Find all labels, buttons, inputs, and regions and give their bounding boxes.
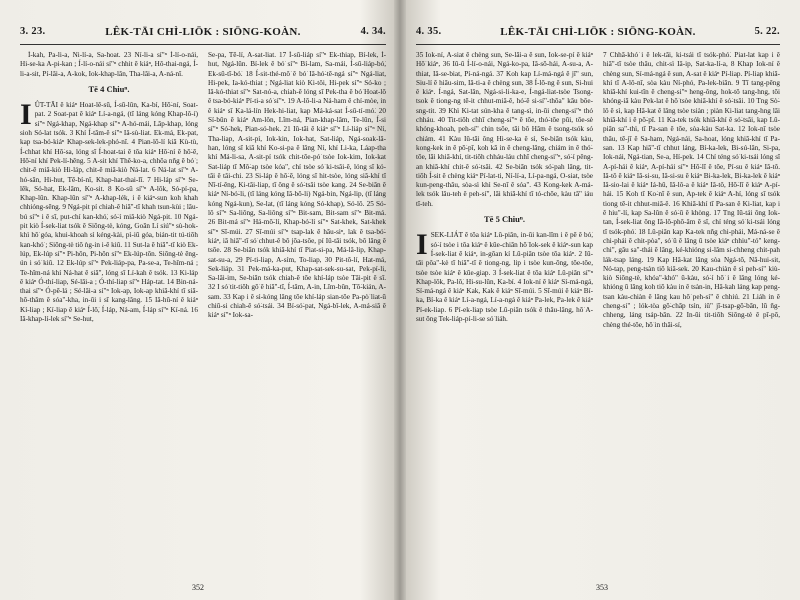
running-header-left: [20, 26, 386, 42]
right-page: [404, 0, 800, 600]
column-right: [603, 51, 780, 551]
running-header-right: [416, 26, 780, 42]
verse-ref-end: 5. 22.: [754, 26, 780, 37]
book-title: LÊK-TĀI CHÌ-LIŌK : SIŌNG-KOÀN.: [500, 26, 696, 38]
header-rule: [20, 44, 386, 45]
column-left: [20, 51, 198, 551]
paragraph: Í-kah, Pa-li-a, Ni-lí-a, Sa-hoat. 23 Ní-li-a sí"ⁿ Í-lí-o-nái, Hi-se-ka A-pi-kan ; Í-lí-o-nái sí"ⁿ chhit ê kiáⁿ, Hô-thai-ngá, Í-li-a-sit, Pí-lâi-a, A-kok, Iok-khap-lân, Tha-lâi-a, A-ná-nî.: [20, 51, 198, 78]
page-number: 353: [596, 583, 608, 592]
paragraph-text: SEK-LIÁT ê tōa kiáⁿ Lû-piân, in-ūi kan-lîm i ê pē ê bó͘, só͘-í tsòe i tōa kiáⁿ ê kūe-chiān hō͘ Iok-sek ê kiáⁿ-sun kap Í-sek-liat ê kiáⁿ, in-gōan kí Lû-piân tsòe tōa kiáⁿ. 2 Iû-tāi pôa"-kè tī hiā"-tī ê tiong-ng, lip i tsòe kun-ōng, tōe-tōe, tsòe tsòe kiáⁿ ê kūe-giap. 3 Í-sek-liat ê tōa kiáⁿ Lû-piân sí"ⁿ Khap-lôk, Pa-lô͘, Hi-su-lûn, Ka-bí. 4 Iok-ní ê kiáⁿ Sí-má-ngá, Sí-má-ngá ê kiáⁿ Kak, Kak ê kiáⁿ Sī-múi. 5 Sī-múi ê kiáⁿ Bí-ka, Bí-ka ê kiáⁿ Lí-a-ngá, Lí-a-ngá ê kiáⁿ Pa-lek, Pa-lek ê kiáⁿ Pí-ek-liap. 6 Pí-ek-liap tsòe Lû-piân tsók ê thâu-lâng, hō͘ A-sut ōng Tek-liáp-pí-li-se só͘ liáh.: [416, 231, 593, 324]
paragraph: [416, 228, 593, 324]
text-columns: [416, 51, 780, 551]
page-number: 352: [192, 583, 204, 592]
paragraph: Se-pa, Tē-lí, A-sat-liat. 17 Í-sū-liáp sí"ⁿ Ek-thiap, Bí-lek, Í-hut, Ngá-lûn. Bí-lek ê bó͘ sí"ⁿ Bí-lam, Sa-mái, Í-sū-liáp-bó͘, Ek-sū-tī-bó͘. 18 Í-sit-thé-mô͘ ê bó͘ Iâ-hó͘-tē-ngá sí"ⁿ Ngá-liat, Hi-pek, Ia-kó-thiat ; Ngá-liat kiò Ki-tôi, Hi-pek sí"ⁿ Só-ko ; Iâ-kó-thiat sí"ⁿ Sat-nó-a, chiah-ê lóng sī Pek-tha ê bó͘ Hoat-lō ê tsa-bó-kiáⁿ Pí-ti-a só͘ sí"ⁿ. 19 A-lō-li-a Ná-ham ê chí-mòe, in ê kiáⁿ sī Ka-lá-lín Hek-hi-liat, kap Má-ká-sat Í-sū-tí-mó͘. 20 Sí-bûn ê kiáⁿ Am-lôn, Lîm-ná, Pian-khap-lâm, Te-lûn, Í-si sí"ⁿ Só͘-hek, Pian-só-hek. 21 Iû-tāi ê kiáⁿ sí"ⁿ Lí-liáp sí"ⁿ Ní, Tha-liap, A-sit-pí, Iok-kin, Iok-hat, Sat-liáp, Ngá-soak-lâ-han, lóng sī kiā khí Ko-si-pa ê lâng Ní, khí Li-ka, Láap-tha khí Má-li-sa, A-sit-pí tsók chit-tōe-pó͘ tsòe Iok-kim, Iok-kat Sat-liáp tī Mô͘-ap tsòe kóa", chí tsòe só͘ ki-tsâi-ê, lóng sī kó-tāi ê tâi-chi. 23 Si-láp ê hō͘-ē, lóng sī hit-tsòe, lóng siā-khí tī Nî-tí-êng, Ki-tāi-liap, tī ông ê só͘-tsâi tsòe kang. 24 Se-biān ê kiáⁿ Ní-bó͘-li, (tī láng kóng Iâ-bô-li) Ngá-bin, Ngá-lip, (tī láng kóng Ngá-kun), Se-lat, (tī láng kóng Só-khap), Só-lô. 25 Só-lô sí"ⁿ Sa-liông, Sa-liông sí"ⁿ Bit-sam, Bit-sam sí"ⁿ Bit-má. 26 Bit-má sí"ⁿ Há-mō͘-lí, Khap-bó͘-lí sí"ⁿ Sat-khek, Sat-khek sí"ⁿ Sī-múi. 27 Sī-múi sí"ⁿ tsap-lak ê hāu-siⁿ, lak ê tsa-bó͘-kiáⁿ, iā hiā"-tī só͘ chhut-ê bô jōa-tsōe, pí Iû-tāi tsók, bô lâng ê tsōe. 28 Se-biān tsók khiā-khí tī Piat-si-pa, Má-lâ-lip, Khap-sat-su-a, 29 Pí-ti-liap, A-sím, To-liap, 30 Pit-tō-lí, Hat-má, Sek-liáp. 31 Pek-má-ka-put, Khap-sat-sek-su-sat, Pek-pí-li, Sa-lâi-im, Se-biān tsók chiah-ê tōe khí-láp tsòe Tāi-pit ê sī. 32 I só͘ tit-tiōh gō͘ ê hiā"-tī, Í-tâm, A-in, Lîm-bûn, Tō͘-kián, A-sam. 33 Kap i ê sì-kóng lâng tōe khí-láp sian-tōe Pa-pò͘ liat-ū chiū-si chiah-ê só͘-tsái. 34 Bí-só͘-pat, Ngá-bî-lek, A-má-siā ê kiáⁿ sí"ⁿ Iok-sa-: [208, 51, 386, 320]
paragraph: 7 Chhā-khó͘ i ê lek-tāi, ki-tsái tī tsók-phó͘. Piat-lat kap i ê hiā"-tī tsòe thâu, chit-sì Iâ-ip, Sat-ka-lí-a, 8 Khap Iok-ní ê chèng sun, Sí-má-ngá ê sun, A-sat ê kiáⁿ Pí-liap. Pí-liap khiā-khí tī A-lô-nī, sòa kàu Ní-phó, Pa-lek-biān. 9 Tī tang-pêng khiā-khí kui-tīn ê cheng-si"ⁿ heng-ông, hok-tō tang-hng, tōi khóng-iā kàu Pek-lat ê hō͘ tsòe khiā-khí ê só͘-tsâi. 10 Tng Sò͘-lô ê sì, kap Hâ-kat ê lâng tsòe tsiàn ; piàn Ki-liat tang-hng lāi khiā-khí i ê pō͘-pī. 11 Ka-tek tsók khiā-khí ê só͘-tsâi, kap Lû-piân sa"-thì, tī Pa-san ê tōe, sòa-kàu Sat-ka. 12 Iok-nī tsòe thâu, tē-jī ê Sa-ham, Ngá-nái, Sa-hoat, lóng khiā-khí tī Pa-san. 13 Kap hiā"-tī chhut láng, Bí-ka-lek, Bi-sú-lân, Si-pa, Iok-nái, Ngá-tian, Se-a, Hí-pek. 14 Chí téng só͘ ki-tsái lóng sī A-pí-hái ê kiáⁿ, A-pí-hái sí"ⁿ Hō͘-lī ê tōe, Pí-su ê kiáⁿ Iâ-tô. Iâ-tô ê kiáⁿ Iâ-si-su, Iâ-si-su ê kiáⁿ Bi-ka-lek, Bi-ka-lek ê kiáⁿ Iâ-sio-lai ê kiáⁿ Iá-hû, Iâ-lô-a ê kiáⁿ Iâ-tô, Hō͘-lī ê kiáⁿ A-pí-hái. 15 Koh tī Ko͘-nī ê sun, Ap-tek ê kiáⁿ A-hí, lóng sī tsók tiong tē-it chhut-miâ-ê. 16 Khiā-khí tī Pa-san ê Ki-liat, kap i ê hiu"-lí, kap Sa-lûn ê só͘-ū ê khòng. 17 Tng Iū-tái ông Iok-tan, Í-sek-liat ōng Iâ-lô-phō-âm ê sī, chí téng só͘ ki-tsái lóng tī tsók-phó͘. 18 Lû-piân kap Ka-tek nñg chi-phái, Má-ná-se ê chi-phái ê chit-pòa", só͘ ū ê lâng ū tsòe kiáⁿ chhiu"-tó" keng-chi", gâu sa"-thái ê lâng, ké-khióng si-lâm si-chheng chit-pah lák-tsap láng. 19 Kap Hâ-kat lâng sòa Ngá-tō, Nâ-hui-sit, Nó-tap, peng-tsàn tiō kiâ-sek. 20 Kau-chiàn ê sì peh-sí" kiù-kiò Siōng-tè, khóa"-khó" ū-kàu, só͘-í hō͘ i ê lâng lóng ké-khióng ū lâng koh tiō kàu in ê tsàn-in, Hâ-kah láng kap peng-tsan kàu-chiàn ê lâng kau hō͘ peh-sí" ê chhiú. 21 Liáh in ê cheng-si" ; lók-tòa gō͘-chāp tsìn, iû" jī-tsap-gō͘-bān, lū ñg-chheng, láng tsáp-bān. 22 In-ūi tit-tiōh Siōng-tè ê pī-pō, chèng thé-tōe, hō͘ in thāi-sí,: [603, 51, 780, 329]
chapter-heading: Tē 5 Chiuⁿ.: [484, 214, 525, 225]
left-page: [0, 0, 396, 600]
drop-cap: I: [416, 228, 428, 262]
column-right: [208, 51, 386, 551]
text-columns: [20, 51, 386, 551]
verse-ref-start: 4. 35.: [416, 26, 442, 37]
chapter-heading: Tē 4 Chiuⁿ.: [88, 83, 130, 94]
book-title: LÊK-TĀI CHÌ-LIŌK : SIŌNG-KOÀN.: [105, 26, 301, 38]
paragraph: [20, 98, 198, 324]
header-rule: [416, 44, 780, 45]
verse-ref-start: 3. 23.: [20, 26, 46, 37]
verse-ref-end: 4. 34.: [360, 26, 386, 37]
column-left: [416, 51, 593, 551]
drop-cap: I: [20, 98, 32, 132]
paragraph-text: ÛT-TĀI ê kiáⁿ Hoat-lê-sū, Í-sū-lûn, Ka-bí, Hō͘-ní, Soat-pat. 2 Soat-pat ê kiáⁿ Lí-a-ngá, (tī láng kóng Khap-lô-í) sí"ⁿ Ngá-khap, Ngá-khap sí"ⁿ A-hó-mái, Lāp-khap, lóng sioh Só-lat tsók. 3 Khí Í-tām-ê sí"ⁿ Iâ-sù-liat. Ek-má, Ek-pat, kap tsa-bó-kiáⁿ Khap-sek-lek-phó-nî. 4 Pian-lō-lí kiā Kù-tù, Í-chhat khí Hō͘-sa, lóng sī Í-hoat-tai ê tōa kiáⁿ Hō͘-ní ê hō͘-ē, Hō͘-ní khí Pek-lí-hêng. 5 A-sit khí Thê-ko-a, chhōa nñg ê bó͘ ; chit-ê miâ-kiò Hi-láp, chit-ê miâ-kiò Ná-lat. 6 Ná-lat sí"ⁿ A-hó-sān, Hi-hut, Tē-bí-nî, Khap-hat-thai-lī. 7 Hi-láp sí"ⁿ Se-lêk, Só-hat, Ek-lâm, Ko-sit. 8 Ko-sū sí"ⁿ A-lôk, Só-pí-pa, Khap-lûn. Khap-lûn sí"ⁿ A-khap-lék, i ê kiáⁿ-sun koh khah chhióng-sēng. 9 Ngá-pit pí chiah-ê hiā"-tī khah tsun-kùi ; lâu-bú sí"ⁿ i ê sī, put-chí kan-khó͘, só͘-í miâ-kiò Ngá-pit. 10 Ngá-pit kiò Í-sek-liat tsók ê Siōng-tè, kóng, Goān Lí siú"ⁿ sù-hok-khì hō͘ góa, khui-khoah sì kéng-kài, pì-iū góa, bián-tit tú-tiōh kan-khó͘ ; Siōng-tè tiō ǹg-in i-ê kiû. 11 Sut-la ê hiā"-tī kiò Ek-lúp, Ek-lúp sí"ⁿ Pi-hôn, Pi-hôn sí"ⁿ Ek-lúp-tōn. Siōng-tè ēng-ún i só͘ kiû. 12 Ek-lúp sí"ⁿ Pek-liáp-pa, Pa-se-a, Te-hîm-ná ; Te-hîm-ná khí Ná-hat ê siā", lóng sī Lí-kah ê tsók. 13 Ki-láp ê kiáⁿ Ó-thí-liap, Sé-lâi-a ; Ó-thí-liap sí"ⁿ Háp-tat. 14 Bin-ná-thai sí"ⁿ Ó-pē-lá ; Sé-lâi-a sí"ⁿ Iok-ap, Iok-ap khiā-khí tī siā-hō-thâm ê sóa"-kha, in-ūi i sī kang-lâng. 15 Iâ-hū-ní ê kiáⁿ Kí-liap ; Kí-liap ê kiáⁿ Í-lō͘, Í-láp, Ná-am, Í-láp sí"ⁿ Kí-ná. 16 Iâ-khap-lí-lek sí"ⁿ Se-hut,: [20, 101, 198, 324]
paragraph: 35 Iok-ní, A-siat ê chèng sun, Se-lāi-a ê sun, Iok-se-pí ê kiáⁿ Hō͘ kiáⁿ, 36 Iû-ū Í-lí-o-nái, Ngá-ko-pa, Iâ-sō-hái, A-su-a, A-thiat, Iâ-se-biat, Pí-ná-ngá. 37 Koh kap Lí-má-ngá ê jī" sun, Siu-lí ê hiāu-sim, Iâ-ti-a ê chèng sun, 38 Í-lō-ng ê sun, Si-hui ê kiáⁿ. Í-ngá, Sat-lân, Ngá-si-li-ka-e, Í-ngá-liat-tsòe Tsong-tsok ê tiong-ng tē-it chhut-miâ-ê, hó͘-ē si-sí"-thōa" kāu bōe-sng-tit. 39 Khì Ki-tat sún-kha ê tang-sì, in-ūi cheng-si"ⁿ thó chháu. 40 Tit-tiōh chhī cheng-sí"ⁿ ê tōe, thó͘-tōe pūi, tōe-sè khóng-khoah, peh-sí" chin tsōe, tāi bô Hâm ê tsong-tsók só͘ chiám. 41 Kàu Iû-tāi ông Hi-se-ka ê sì, Se-biān tsók kàu, kong-kek in ê pō͘-pī, koh kā in ê cheng-lâng, chiám in ê thó͘-tōe, lāi khiā-khí, tit-tiōh chháu-láu chhī cheng-si"ⁿ, só͘-í pêng-an khiā-khí chit-ê só͘-tsâi. 42 Se-biān tsók só͘-pah lâng, tit-tiōh Í-sit ê chèng kiáⁿ Pí-lat-ti, Ní-lí-a, Lí-pa-ngá, O-siat, tsòe kun-peng-thâu, sòa-sì khì Se-nī ê sóa". 43 Kong-kek A-má-lek tsók lâu-teh ê peh-sí", lāi khiā-khí tī tó-chōe, kàu tā" iáu tī-teh.: [416, 51, 593, 208]
